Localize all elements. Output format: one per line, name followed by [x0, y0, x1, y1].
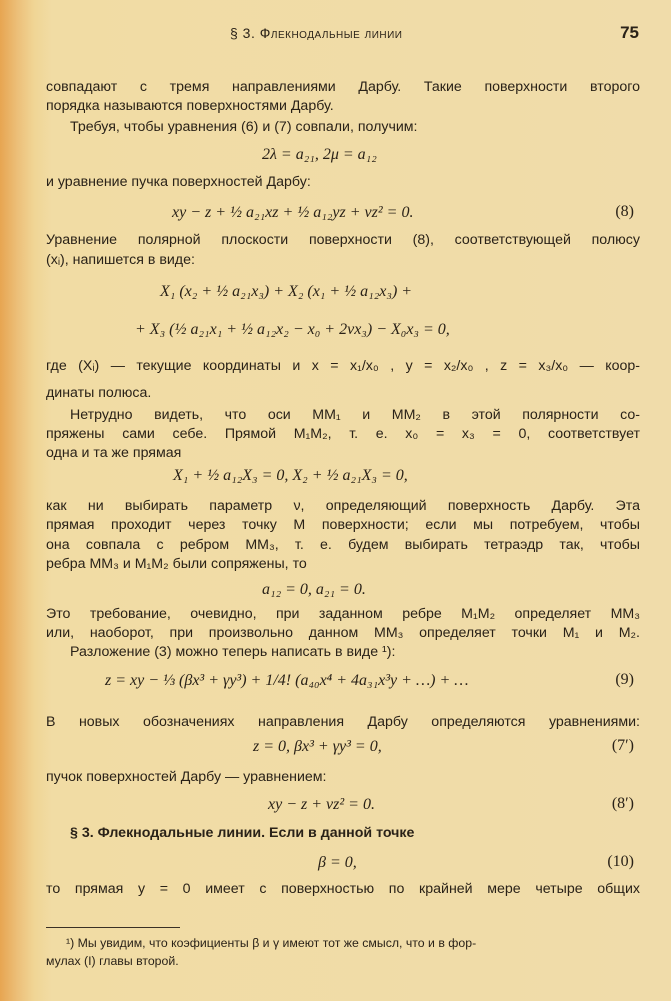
- formula: 2λ = a₂₁, 2μ = a₁₂: [262, 146, 377, 163]
- equation-number: (9): [615, 671, 634, 688]
- body-line: одна и та же прямая: [46, 445, 182, 461]
- body-line: Требуя, чтобы уравнения (6) и (7) совпали, получим:: [70, 119, 418, 135]
- body-line: Это требование, очевидно, при заданном ребре M₁M₂ определяет MM₃: [46, 606, 640, 622]
- body-line: Нетрудно видеть, что оси MM₁ и MM₂ в этой полярности со-: [70, 407, 640, 423]
- body-line: или, наоборот, при произвольно данном MM₃ определяет точки M₁ и M₂.: [46, 625, 640, 641]
- page-number: 75: [620, 23, 639, 42]
- running-title: § 3. Флекнодальные линии: [230, 25, 403, 41]
- footnote-line: мулах (I) главы второй.: [46, 954, 179, 968]
- formula: xy − z + νz² = 0.: [268, 796, 375, 813]
- body-line: пучок поверхностей Дарбу — уравнением:: [46, 769, 327, 785]
- body-line: (xᵢ), напишется в виде:: [46, 252, 195, 268]
- body-line: и уравнение пучка поверхностей Дарбу:: [46, 174, 311, 190]
- formula: z = xy − ⅓ (βx³ + γy³) + 1/4! (a₄₀x⁴ + 4a₃₁x³y + …) + …: [105, 672, 469, 689]
- formula: xy − z + ½ a₂₁xz + ½ a₁₂yz + νz² = 0.: [172, 204, 414, 221]
- body-line: Разложение (3) можно теперь написать в виде ¹):: [70, 644, 396, 660]
- footnote-line: ¹) Мы увидим, что коэфициенты β и γ имеют тот же смысл, что и в фор-: [66, 936, 477, 950]
- body-line: ребра MM₃ и M₁M₂ были сопряжены, то: [46, 556, 307, 572]
- body-line: пряжены сами себе. Прямой M₁M₂, т. е. x₀ = x₃ = 0, соответствует: [46, 426, 640, 442]
- body-line: порядка называются поверхностями Дарбу.: [46, 98, 334, 114]
- formula: + X₃ (½ a₂₁x₁ + ½ a₁₂x₂ − x₀ + 2νx₃) − X₀x₃ = 0,: [135, 321, 450, 338]
- section-heading-line: § 3. Флекнодальные линии. Если в данной точке: [70, 825, 415, 841]
- footnote-divider: [46, 927, 180, 928]
- running-head: [0, 25, 671, 45]
- body-line: прямая проходит через точку M поверхности; если мы потребуем, чтобы: [46, 517, 640, 533]
- body-line: то прямая y = 0 имеет с поверхностью по крайней мере четыре общих: [46, 881, 640, 897]
- body-line: как ни выбирать параметр ν, определяющий поверхность Дарбу. Эта: [46, 498, 640, 514]
- body-line: динаты полюса.: [46, 385, 152, 401]
- equation-number: (10): [607, 853, 634, 870]
- formula: a₁₂ = 0, a₂₁ = 0.: [262, 581, 366, 598]
- equation-number: (8′): [611, 795, 634, 812]
- body-line: она совпала с ребром MM₃, т. е. будем выбирать тетраэдр так, чтобы: [46, 537, 640, 553]
- formula: X₁ (x₂ + ½ a₂₁x₃) + X₂ (x₁ + ½ a₁₂x₃) +: [160, 283, 413, 300]
- body-line: совпадают с тремя направлениями Дарбу. Такие поверхности второго: [46, 79, 640, 95]
- formula: X₁ + ½ a₁₂X₃ = 0, X₂ + ½ a₂₁X₃ = 0,: [173, 467, 408, 484]
- formula: z = 0, βx³ + γy³ = 0,: [253, 738, 382, 755]
- equation-number: (8): [615, 203, 634, 220]
- body-line: где (Xᵢ) — текущие координаты и x = x₁/x₀ , y = x₂/x₀ , z = x₃/x₀ — коор-: [46, 358, 640, 374]
- equation-number: (7′): [611, 737, 634, 754]
- body-line: Уравнение полярной плоскости поверхности (8), соответствующей полюсу: [46, 232, 640, 248]
- body-line: В новых обозначениях направления Дарбу определяются уравнениями:: [46, 714, 640, 730]
- formula: β = 0,: [318, 854, 357, 871]
